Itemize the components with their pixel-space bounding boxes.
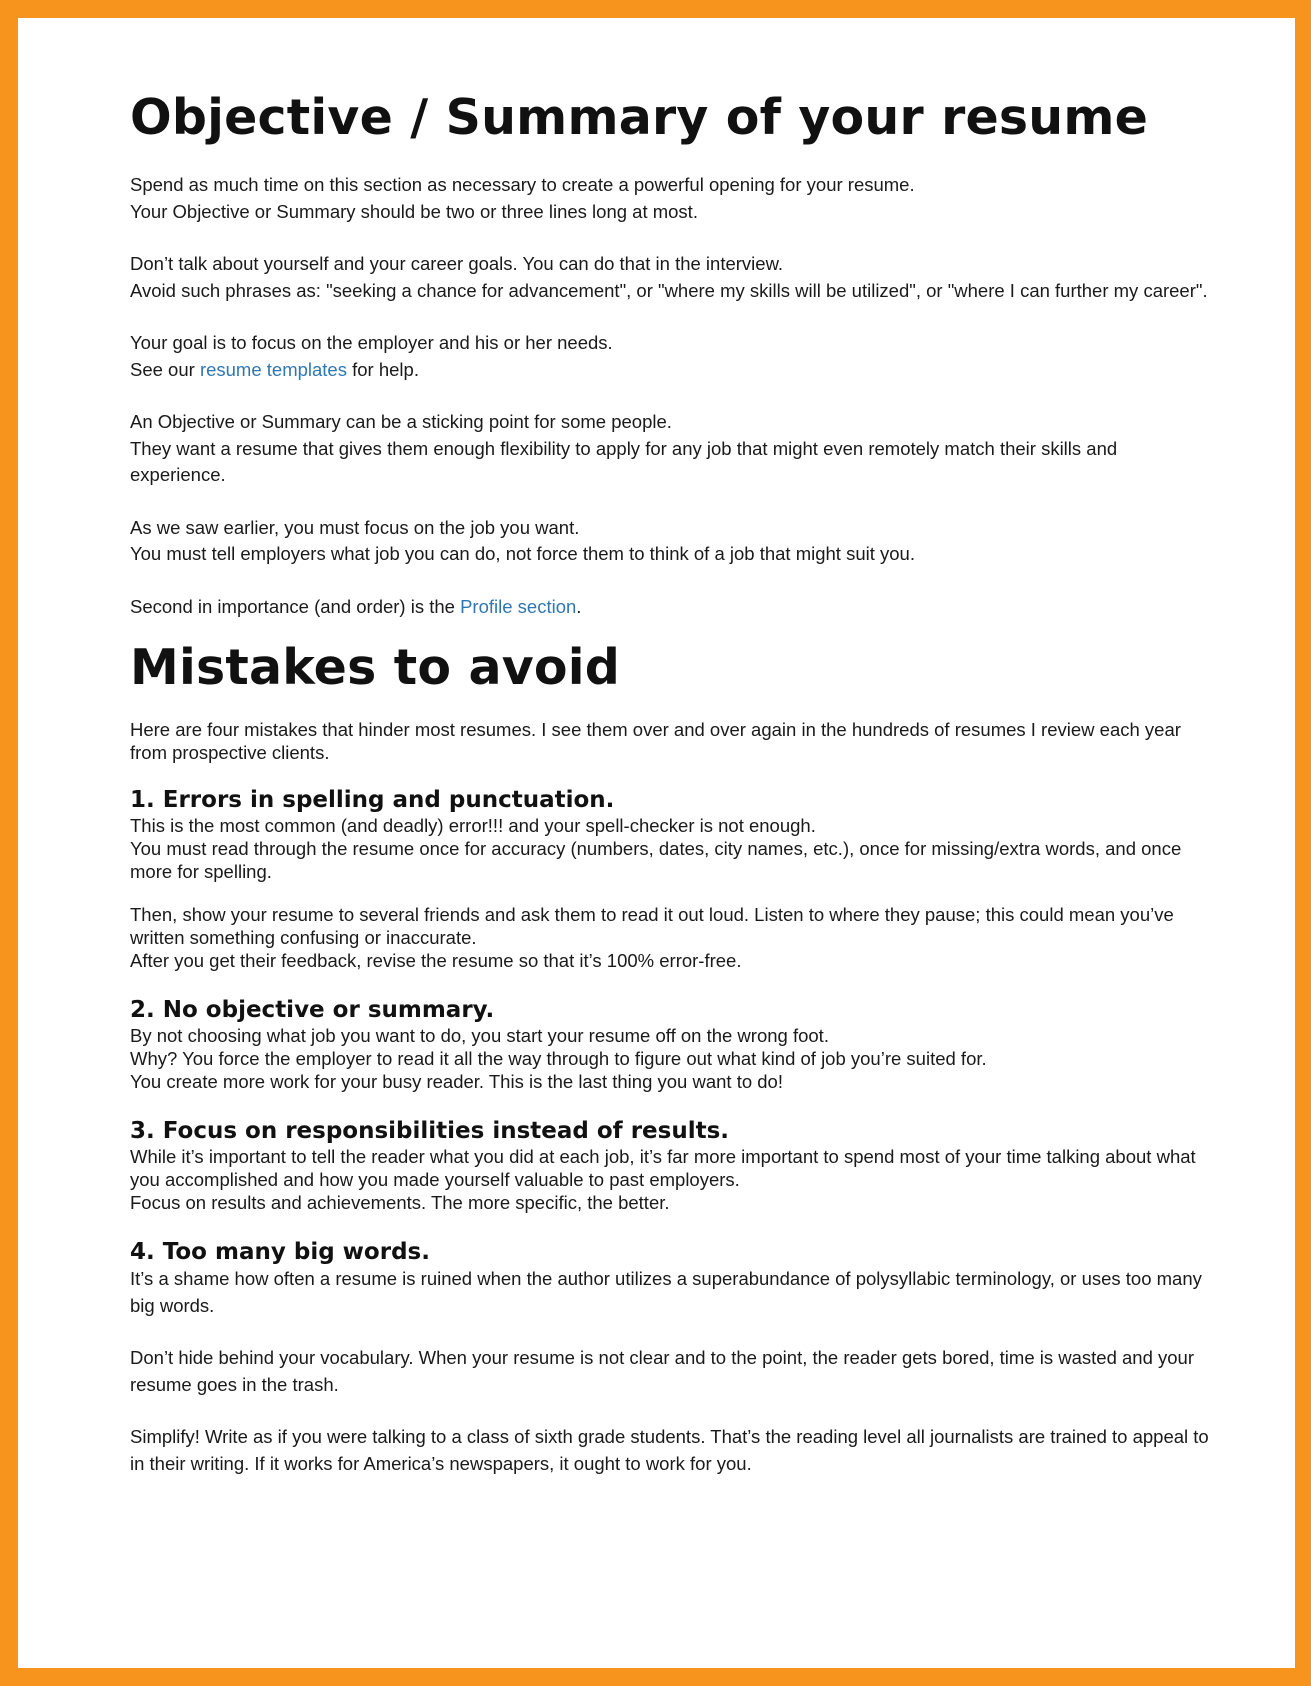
paragraph: Don’t hide behind your vocabulary. When your resume is not clear and to the point, the reader gets bored, time is wasted and your resume goes in the trash.	[130, 1347, 1195, 1395]
paragraph: You must tell employers what job you can do, not force them to think of a job that might suit you.	[130, 543, 915, 564]
paragraph: Then, show your resume to several friends and ask them to read it out loud. Listen to where they pause; this could mean you’ve written something confusing or inaccurate.	[130, 904, 1174, 948]
paragraph: While it’s important to tell the reader what you did at each job, it’s far more important to spend most of your time talking about what you accomplished and how you made yourself valuable to past employers.	[130, 1146, 1196, 1190]
paragraph: Simplify! Write as if you were talking to a class of sixth grade students. That’s the reading level all journalists are trained to appeal to in their writing. If it works for America’s newspapers, it ought to work for you.	[130, 1426, 1209, 1474]
paragraph: They want a resume that gives them enough flexibility to apply for any job that might even remotely match their skills and experience.	[130, 437, 1118, 485]
paragraph: Your goal is to focus on the employer and his or her needs.	[130, 332, 613, 353]
paragraph: Don’t talk about yourself and your career goals. You can do that in the interview.	[130, 253, 784, 274]
mistake-heading-4: 4. Too many big words.	[130, 1239, 430, 1265]
mistake-heading-3: 3. Focus on responsibilities instead of results.	[130, 1118, 730, 1144]
paragraph	[130, 357, 1215, 384]
paragraph: Spend as much time on this section as necessary to create a powerful opening for your resume.	[130, 174, 915, 195]
paragraph: Avoid such phrases as: "seeking a chance for advancement", or "where my skills will be utilized", or "where I can further my career".	[130, 279, 1208, 301]
paragraph	[130, 594, 1215, 621]
paragraph: Here are four mistakes that hinder most resumes. I see them over and over again in the hundreds of resumes I review each year from prospective clients.	[130, 719, 1181, 763]
paragraph: An Objective or Summary can be a sticking point for some people.	[130, 411, 672, 432]
paragraph: By not choosing what job you want to do, you start your resume off on the wrong foot.	[130, 1025, 829, 1046]
paragraph: You create more work for your busy reader. This is the last thing you want to do!	[130, 1071, 783, 1092]
resume-templates-link[interactable]: resume templates	[199, 358, 347, 380]
mistake-heading-1: 1. Errors in spelling and punctuation.	[130, 787, 615, 813]
text: See our	[130, 358, 200, 380]
paragraph: Focus on results and achievements. The more specific, the better.	[130, 1192, 670, 1213]
paragraph: This is the most common (and deadly) error!!! and your spell-checker is not enough.	[130, 815, 816, 836]
paragraph: It’s a shame how often a resume is ruined when the author utilizes a superabundance of polysyllabic terminology, or uses too many big words.	[130, 1268, 1202, 1316]
paragraph: As we saw earlier, you must focus on the job you want.	[130, 516, 580, 538]
text: for help.	[346, 358, 419, 380]
paragraph: After you get their feedback, revise the resume so that it’s 100% error-free.	[130, 950, 742, 971]
text: Second in importance (and order) is the	[130, 595, 461, 617]
section-title-objective: Objective / Summary of your resume	[130, 89, 1149, 146]
document-body	[130, 88, 1215, 1477]
paragraph: Why? You force the employer to read it all the way through to figure out what kind of job you’re suited for.	[130, 1048, 987, 1069]
mistake-heading-2: 2. No objective or summary.	[130, 997, 495, 1023]
paragraph: You must read through the resume once for accuracy (numbers, dates, city names, etc.), once for missing/extra words, and once more for spelling.	[130, 838, 1182, 882]
text: .	[576, 595, 582, 617]
section-title-mistakes: Mistakes to avoid	[130, 639, 621, 696]
profile-section-link[interactable]: Profile section	[460, 595, 577, 617]
paragraph: Your Objective or Summary should be two or three lines long at most.	[130, 200, 698, 222]
